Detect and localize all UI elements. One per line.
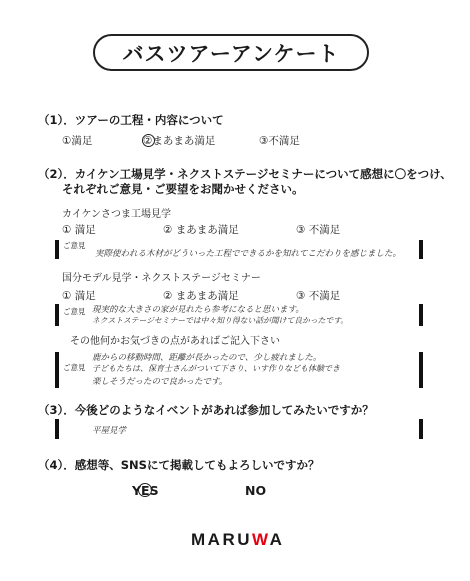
section-factory-tour-label: カイケンさつま工場見学 bbox=[62, 209, 171, 220]
bracket-right bbox=[419, 304, 423, 326]
bracket-left bbox=[55, 304, 59, 326]
bracket-left bbox=[55, 419, 59, 439]
other-comment-line3[interactable]: 楽しそうだったので良かったです。 bbox=[92, 377, 228, 387]
bracket-left bbox=[55, 240, 59, 259]
q1-option-1[interactable]: ①満足 bbox=[62, 135, 93, 147]
question-2-line2: それぞれご意見・ご要望をお聞かせください。 bbox=[62, 182, 304, 196]
bracket-right bbox=[419, 240, 423, 259]
other-comment-line2[interactable]: 子どもたちは、保育士さんがついて下さり、いす作りなども体験でき bbox=[92, 364, 340, 373]
q3-answer[interactable]: 平屋見学 bbox=[92, 426, 127, 436]
comment-label: ご意見 bbox=[63, 307, 86, 316]
section-model-seminar-label: 国分モデル見学・ネクストステージセミナー bbox=[62, 273, 261, 284]
other-comment-line1[interactable]: 鹿からの移動時間、距離が長かったので、少し疲れました。 bbox=[92, 353, 322, 363]
section-b-comment-line1[interactable]: 現実的な大きさの家が見れたら参考になると思います。 bbox=[92, 305, 304, 315]
section-a-comment[interactable]: 実際使われる木材がどういった工程でできるかを知れてこだわりを感じました。 bbox=[95, 249, 402, 259]
sns-yes-option[interactable]: YES bbox=[132, 483, 159, 498]
section-a-option-2[interactable]: ② まあまあ満足 bbox=[163, 224, 239, 236]
bracket-right bbox=[419, 419, 423, 439]
question-3: （3）．今後どのようなイベントがあれば参加してみたいですか？ bbox=[38, 403, 374, 417]
question-2-line1: （2）．カイケン工場見学・ネクストステージセミナーについて感想に〇をつけ、 bbox=[38, 167, 452, 181]
bracket-right bbox=[419, 352, 423, 388]
section-b-option-2[interactable]: ② まあまあ満足 bbox=[163, 290, 239, 302]
q1-option-2[interactable]: ②まあまあ満足 bbox=[143, 135, 216, 147]
maruwa-logo: MARUWA bbox=[191, 530, 285, 549]
section-b-comment-line2[interactable]: ネクストステージセミナーでは中々知り得ない話が聞けて良かったです。 bbox=[92, 316, 349, 325]
section-a-option-1[interactable]: ① 満足 bbox=[62, 224, 96, 236]
question-1: （1）．ツアーの工程・内容について bbox=[38, 113, 224, 127]
title-box bbox=[93, 34, 369, 71]
comment-label: ご意見 bbox=[63, 241, 86, 250]
bracket-left bbox=[55, 352, 59, 388]
section-b-option-3[interactable]: ③ 不満足 bbox=[296, 290, 341, 302]
section-b-option-1[interactable]: ① 満足 bbox=[62, 290, 96, 302]
section-a-option-3[interactable]: ③ 不満足 bbox=[296, 224, 341, 236]
selected-circle-mark bbox=[138, 483, 152, 497]
sns-no-option[interactable]: NO bbox=[245, 483, 267, 498]
q1-option-3[interactable]: ③不満足 bbox=[259, 135, 300, 147]
question-4: （4）．感想等、SNSにて掲載してもよろしいですか？ bbox=[38, 458, 320, 472]
other-comments-label: その他何かお気づきの点があればご記入下さい bbox=[70, 336, 280, 347]
comment-label: ご意見 bbox=[63, 363, 86, 372]
page-title: バスツアーアンケート bbox=[122, 41, 340, 66]
